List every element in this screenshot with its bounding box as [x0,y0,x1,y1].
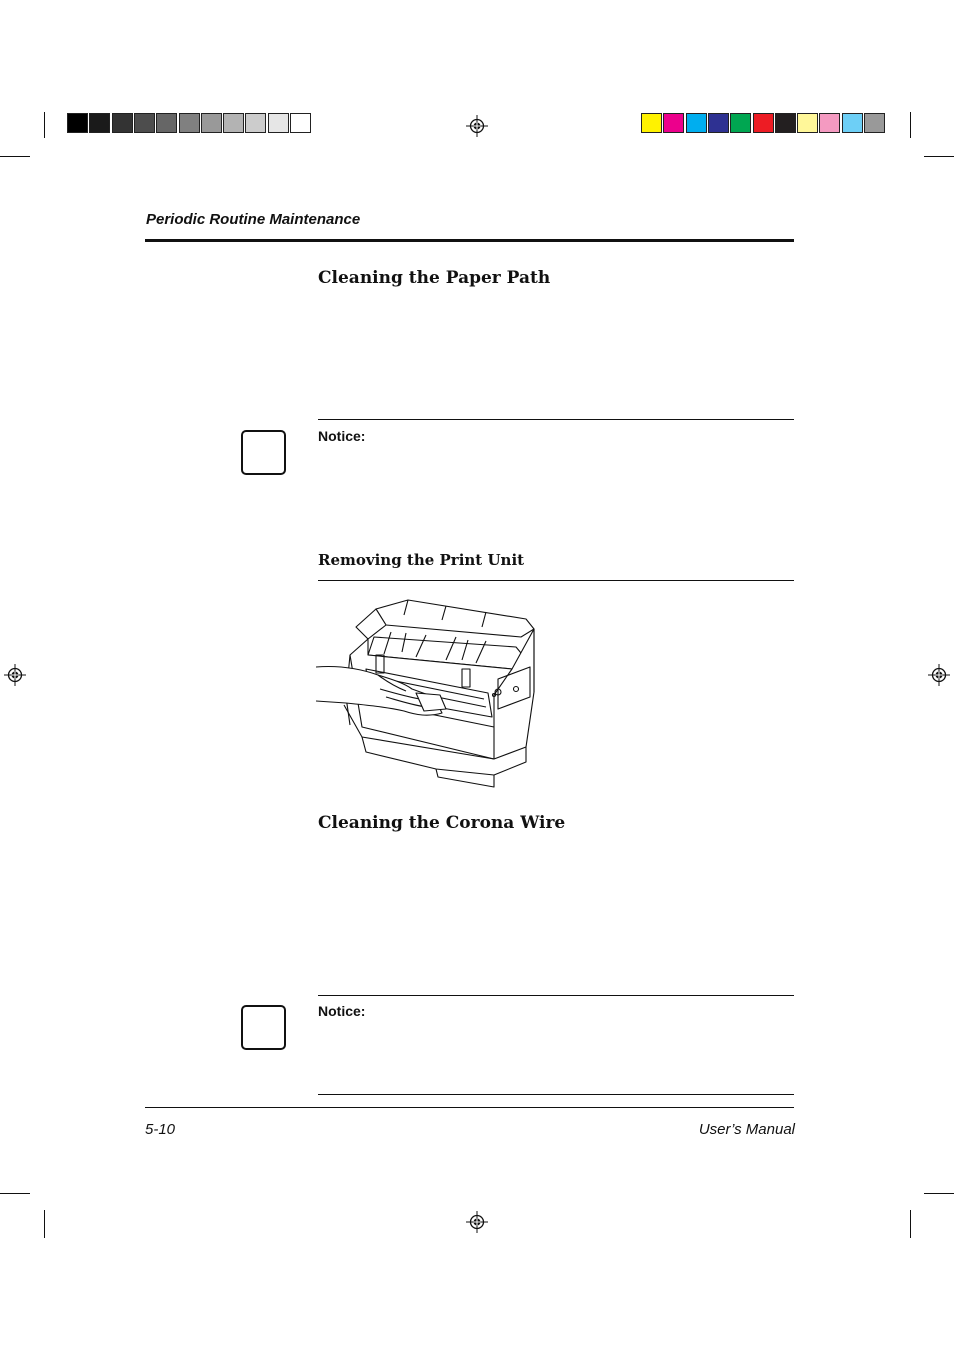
notice-icon [241,430,286,475]
notice-rule [318,419,794,420]
color-swatch [864,113,885,133]
color-swatch [686,113,707,133]
color-swatch [842,113,863,133]
printer-cleaning-illustration [316,597,538,793]
color-swatch [775,113,796,133]
color-swatch [245,113,266,133]
color-swatch [89,113,110,133]
crop-mark [0,1193,30,1194]
section-heading: Removing the Print Unit [318,551,525,569]
crop-mark [44,1210,45,1238]
color-swatch [663,113,684,133]
section-heading: Cleaning the Paper Path [318,268,551,288]
manual-title: User’s Manual [698,1121,795,1138]
notice-label: Notice: [318,1003,366,1019]
notice-label: Notice: [318,428,366,444]
registration-mark-icon [466,1211,488,1233]
color-swatch [819,113,840,133]
color-swatch [290,113,311,133]
color-swatch [641,113,662,133]
color-swatch [753,113,774,133]
registration-mark-icon [928,664,950,686]
registration-mark-icon [466,115,488,137]
crop-mark [910,1210,911,1238]
color-swatch [223,113,244,133]
crop-mark [910,112,911,138]
notice-icon [241,1005,286,1050]
color-swatch [134,113,155,133]
color-swatch [112,113,133,133]
header-rule [145,239,794,242]
crop-mark [924,156,954,157]
page-number: 5-10 [145,1121,176,1138]
color-swatch [797,113,818,133]
color-swatch [156,113,177,133]
color-swatch [67,113,88,133]
color-swatch [201,113,222,133]
crop-mark [0,156,30,157]
section-rule [318,580,794,581]
running-header: Periodic Routine Maintenance [146,211,361,228]
notice-rule [318,995,794,996]
crop-mark [924,1193,954,1194]
color-swatch [730,113,751,133]
color-swatch [708,113,729,133]
notice-rule [318,1094,794,1095]
section-heading: Cleaning the Corona Wire [318,813,566,833]
footer-rule [145,1107,794,1108]
color-swatch [268,113,289,133]
color-swatch [179,113,200,133]
registration-mark-icon [4,664,26,686]
crop-mark [44,112,45,138]
